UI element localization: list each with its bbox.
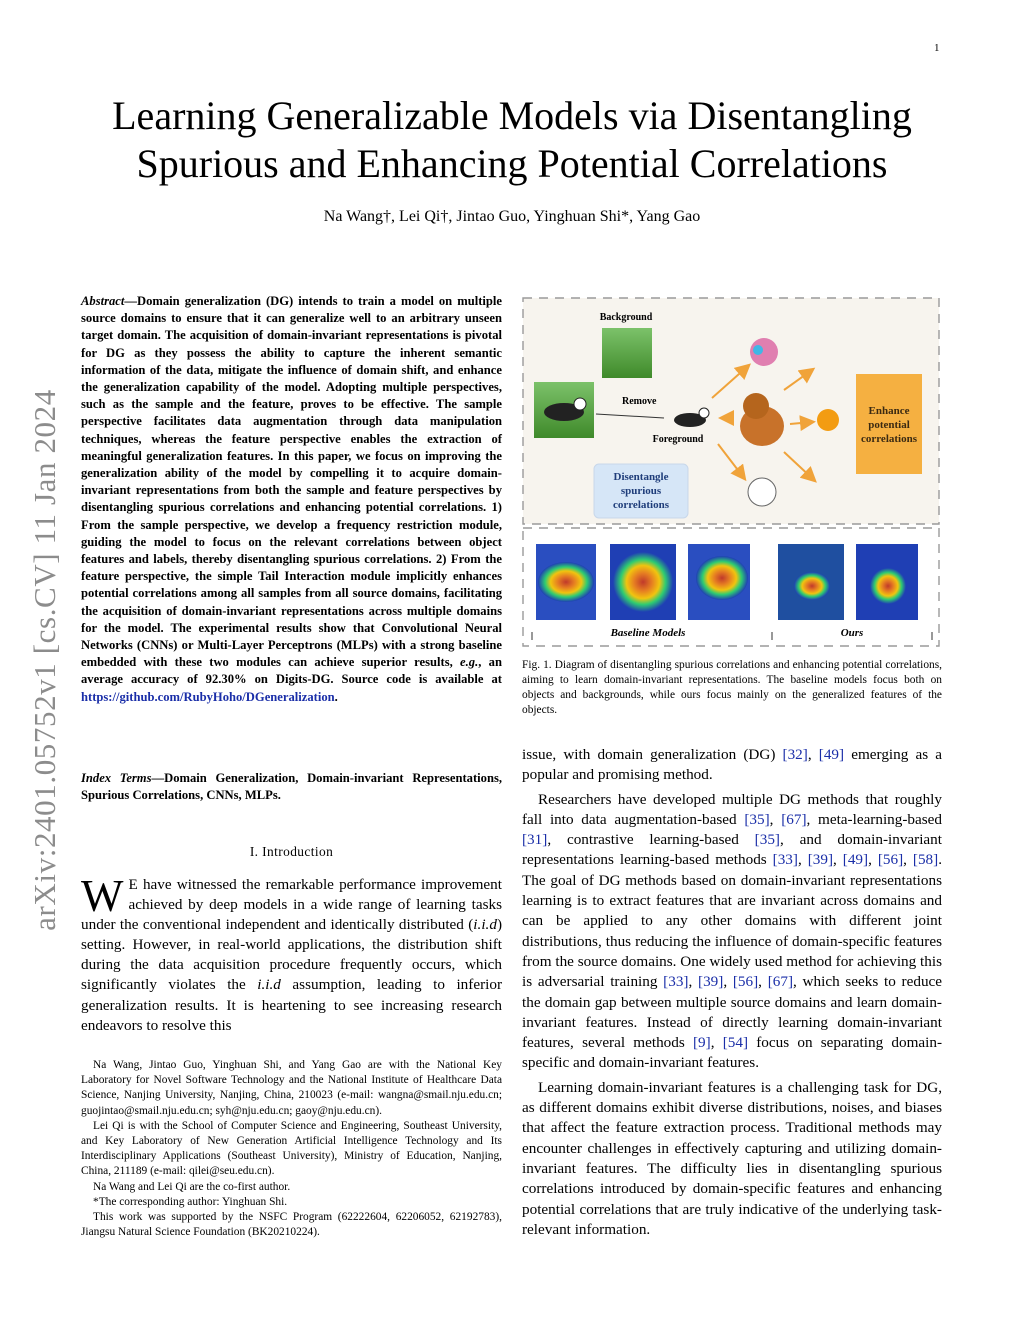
- arxiv-stamp: [0, 389, 90, 931]
- arxiv-stamp-text: arXiv:2401.05752v1 [cs.CV] 11 Jan 2024: [27, 389, 62, 931]
- baseline-models-label: Baseline Models: [610, 627, 686, 639]
- abstract-text: —Domain generalization (DG) intends to train a model on multiple source domains to ensure that it can generalize well to an arbitrary unseen target domain. The acquisition of domain-invariant representations is pivotal for DG as they possess the ability to capture the inherent semantic information of the data, mitigate the influence of domain shift, and enhance the generalization capability of the model. Adopting multiple perspectives, such as the sample and the feature, proves to be effective. The sample perspective facilitates data augmentation through data manipulation techniques, whereas the feature perspective enables the extraction of meaningful generalization features. In this paper, we focus on improving the generalization ability of the model by compelling it to acquire domain-invariant representations from both the sample and feature perspectives by disentangling spurious correlations and enhancing potential correlations. 1) From the sample perspective, we develop a frequency restriction module, guiding the model to focus on the relevant correlations between object features and labels, thereby disentangling spurious correlations. 2) From the feature perspective, the simple Tail Interaction module implicitly enhances potential correlations among all samples from all source domains, facilitating the acquisition of domain-invariant representations across multiple domains for the model. The experimental results show that Convolutional Neural Networks (CNNs) or Multi-Layer Perceptrons (MLPs) with a strong baseline embedded with these two modules can achieve superior results,: [81, 294, 502, 670]
- footnotes: [81, 1058, 502, 1240]
- sketch-dog-icon: [748, 478, 776, 506]
- paragraph-continuation: issue, with domain generalization (DG) [32], [49] emerging as a popular and promising method.: [522, 746, 942, 784]
- enhance-line-2: potential: [868, 419, 910, 431]
- ref-39b[interactable]: [39]: [698, 973, 724, 991]
- intro-text-3: assumption, leading to inferior generalization results. It is heartening to see increasing research endeavors to resolve this: [81, 976, 503, 1034]
- ref-39[interactable]: [39]: [807, 851, 834, 869]
- section-heading-introduction: I. Introduction: [249, 844, 334, 859]
- ref-33[interactable]: [33]: [772, 851, 798, 869]
- author-list: Na Wang†, Lei Qi†, Jintao Guo, Yinghuan Shi*, Yang Gao: [323, 208, 701, 225]
- ref-9[interactable]: [9]: [692, 1034, 711, 1052]
- abstract-text-end: , an average accuracy of 92.30% on Digits-DG. Source code is available at: [81, 655, 502, 687]
- figure-1-diagram: [522, 294, 942, 650]
- ours-heatmap-2-hot: [870, 568, 906, 604]
- disentangle-line-3: correlations: [612, 499, 670, 511]
- text-span: , meta-learning-based: [806, 810, 943, 828]
- text-span: . The goal of DG methods based on domain-invariant representations learning is to extract features that are invariant across domains and can be applied to any other domains with different joint distributions, thus reducing the influence of domain-specific features from the source domains. One widely used method for achieving this is adversarial training: [522, 851, 943, 991]
- background-image: [602, 328, 652, 378]
- text-span: focus on separating domain-specific and domain-invariant features.: [522, 1034, 943, 1072]
- index-terms: [81, 770, 502, 804]
- footnote-affiliation-1: Na Wang, Jintao Guo, Yinghuan Shi, and Yang Gao are with the National Key Laboratory for Novel Software Technology and the National Institute of Healthcare Data Science, Nanjing University, Nanjing, China, 210023 (e-mail: wangna@smail.nju.edu.cn; guojintao@smail.nju.edu.cn; syh@nju.edu.cn; gaoy@nju.edu.cn).: [81, 1059, 502, 1117]
- source-code-link[interactable]: https://github.com/RubyHoho/DGeneralization: [81, 689, 335, 704]
- cartoon-dog-icon: [817, 409, 839, 431]
- footnote-funding: This work was supported by the NSFC Program (62222604, 62206052, 62192783), Jiangsu Natural Science Foundation (BK20210224).: [81, 1211, 502, 1239]
- introduction-paragraph: [81, 871, 503, 1036]
- title-line-1: Learning Generalizable Models via Disentangling: [112, 93, 912, 138]
- intro-iid: i.i.d: [473, 916, 497, 934]
- ref-54[interactable]: [54]: [722, 1034, 749, 1052]
- disentangle-line-2: spurious: [620, 485, 662, 497]
- ref-31[interactable]: [31]: [522, 831, 548, 849]
- foreground-dog-head-icon: [699, 408, 709, 418]
- ours-heatmap-1-hot: [794, 572, 830, 600]
- baseline-heatmap-2-hot: [613, 552, 673, 612]
- background-label: Background: [599, 312, 653, 323]
- foreground-label: Foreground: [652, 434, 704, 445]
- drop-cap: W: [81, 871, 124, 921]
- text-span: , which seeks to reduce the domain gap between multiple source domains and learn domain-invariant features. Instead of directly learning domain-invariant features, several methods: [522, 973, 943, 1052]
- footnote-cofirst: Na Wang and Lei Qi are the co-first author.: [93, 1180, 291, 1193]
- intro-iid-2: i.i.d: [257, 976, 281, 994]
- enhance-line-1: Enhance: [868, 405, 910, 417]
- footnote-corresponding: *The corresponding author: Yinghuan Shi.: [93, 1195, 288, 1208]
- center-dog-head-icon: [743, 393, 769, 419]
- page-number: 1: [934, 42, 940, 54]
- baseline-heatmap-1-hot: [538, 562, 594, 602]
- index-terms-text: —Domain Generalization, Domain-invariant Representations, Spurious Correlations, CNNs, MLPs.: [81, 771, 502, 803]
- ref-56b[interactable]: [56]: [732, 973, 759, 991]
- abstract: [81, 293, 502, 706]
- text-span: , and domain-invariant representations learning-based methods: [522, 831, 942, 869]
- ref-56[interactable]: [56]: [877, 851, 904, 869]
- ref-32[interactable]: [32]: [782, 746, 808, 763]
- text-span: emerging as a popular and promising method.: [522, 746, 942, 784]
- artistic-dog-spot-icon: [753, 345, 763, 355]
- figure-1: [522, 294, 942, 650]
- dog-head-icon: [574, 398, 586, 410]
- enhance-line-3: correlations: [860, 433, 918, 445]
- paper-title: [60, 92, 964, 188]
- text-span: issue, with domain generalization (DG): [522, 746, 783, 763]
- ref-67b[interactable]: [67]: [767, 973, 794, 991]
- ref-58[interactable]: [58]: [912, 851, 939, 869]
- text-span: Researchers have developed multiple DG methods that roughly fall into data augmentation-based: [522, 790, 942, 828]
- text-span: , contrastive learning-based: [547, 831, 755, 849]
- ref-33b[interactable]: [33]: [663, 973, 689, 991]
- abstract-period: .: [334, 689, 338, 704]
- remove-label: Remove: [622, 396, 657, 407]
- ref-35b[interactable]: [35]: [754, 831, 780, 849]
- abstract-eg: e.g.: [460, 655, 479, 670]
- intro-text-1: E have witnessed the remarkable performance improvement achieved by deep models in a wide range of learning tasks under the conventional independent and identically distributed (: [81, 876, 502, 934]
- figure-caption: Fig. 1. Diagram of disentangling spurious correlations and enhancing potential correlations, aiming to learn domain-invariant representations. The baseline models focus both on objects and backgrounds, while ours focus mainly on the generalized features of the objects.: [522, 659, 942, 716]
- baseline-heatmap-3-hot: [696, 556, 748, 600]
- index-terms-label: Index Terms: [81, 771, 152, 785]
- intro-text-2: ) setting. However, in real-world applications, the distribution shift during the data acquisition procedure frequently occurs, which significantly violates the: [81, 916, 502, 994]
- title-line-2: Spurious and Enhancing Potential Correlations: [136, 141, 888, 186]
- ref-49[interactable]: [49]: [818, 746, 845, 763]
- footnote-affiliation-2: Lei Qi is with the School of Computer Science and Engineering, Southeast University, and Key Laboratory of New Generation Artificial Intelligence Technology and Its Interdisciplinary Applications (Southeast University), Ministry of Education, Nanjing, China, 211189 (e-mail: qilei@seu.edu.cn).: [81, 1119, 502, 1178]
- ref-49b[interactable]: [49]: [842, 851, 869, 869]
- abstract-label: Abstract: [81, 294, 125, 308]
- ours-label: Ours: [840, 627, 864, 639]
- ref-67[interactable]: [67]: [781, 810, 807, 828]
- paragraph-dg-methods: Researchers have developed multiple DG methods that roughly fall into data augmentation-based [35], [67], meta-learning-based [31], contrastive learning-based [35], and domain-invariant representations learning-based methods [33], [39], [49], [56], [58]. The goal of DG methods based on domain-invariant representations learning is to extract features that are invariant across domains and can be applied to any other domains with different joint distributions, thus reducing the influence of domain-specific features from the source domains. One widely used method for achieving this is adversarial training [33], [39], [56], [67], which seeks to reduce the domain gap between multiple source domains and learn domain-invariant features. Instead of directly learning domain-invariant features, several methods [9], [54] focus on separating domain-specific and domain-invariant features.: [522, 790, 943, 1072]
- disentangle-line-1: Disentangle: [613, 471, 669, 483]
- ref-35[interactable]: [35]: [744, 810, 770, 828]
- right-column-text: [522, 745, 942, 1244]
- paragraph-challenge: Learning domain-invariant features is a challenging task for DG, as different domains exhibit diverse distributions, noises, and biases that affect the feature extraction process. Traditional methods may encounter challenges in effectively capturing and utilizing domain-invariant features. The difficulty lies in disentangling spurious correlations introduced by domain-specific features and enhancing potential correlations that are truly indicative of the underlying task-relevant information.: [522, 1078, 942, 1238]
